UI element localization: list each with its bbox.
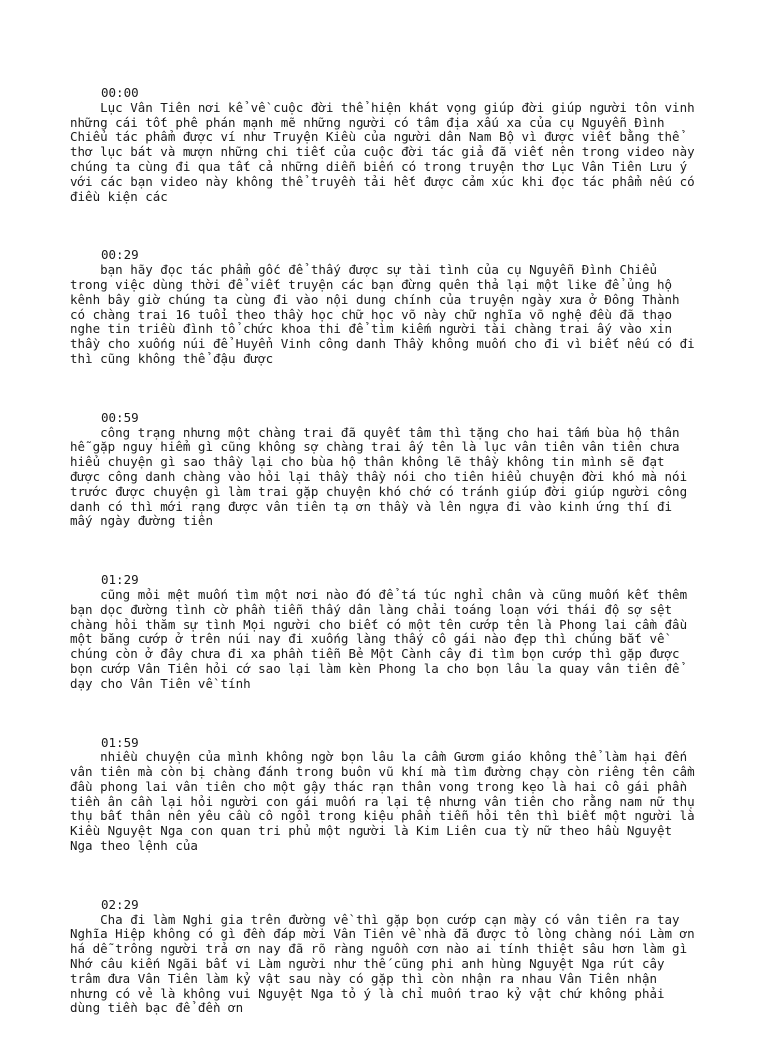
segment-line: hiểu chuyện gì sao thầy lại cho bùa hộ thân không lẽ thầy không tin mình sẽ đạt [70, 454, 665, 470]
segment-line: cũng mỏi mệt muốn tìm một nơi nào đó để tá túc nghỉ chân và cũng muốn kết thêm [70, 586, 688, 602]
transcript-segment [70, 573, 700, 691]
segment-line: thầy cho xuống núi để Huyển Vinh công danh Thầy không muốn cho đi vì biết nếu có đi [70, 336, 695, 352]
segment-line: bọn cướp Vân Tiên hỏi cớ sao lại làm kèn Phong la cho bọn lâu la quay vân tiên để [70, 660, 680, 676]
transcript-segment [70, 86, 700, 204]
segment-line: những cái tốt phê phán mạnh mẽ những người có tâm địa xấu xa của cụ Nguyễn Đình [70, 114, 665, 130]
segment-line: nhiều chuyện của mình không ngờ bọn lâu la cầm Gươm giáo không thể làm hại đến [70, 749, 688, 765]
segment-line: thơ lục bát và mượn những chi tiết của cuộc đời tác giả đã viết nên trong video này [70, 144, 695, 160]
segment-line: vân tiên mà còn bị chàng đánh trong buôn vũ khí mà tìm đường chạy còn riêng tên cầm [70, 764, 695, 780]
segment-line: Lục Vân Tiên nơi kể về cuộc đời thể hiện khát vọng giúp đời giúp người tôn vinh [70, 99, 695, 115]
segment-line: nhưng có vẻ là không vui Nguyệt Nga tỏ ý là chỉ muốn trao kỷ vật chứ không phải [70, 985, 665, 1001]
segment-line: Nga theo lệnh của [70, 838, 198, 854]
segment-line: với các bạn video này không thể truyền tải hết được cảm xúc khi đọc tác phẩm nếu có [70, 173, 695, 189]
transcript-segment [70, 898, 700, 1016]
transcript-page [70, 86, 700, 1060]
segment-line: bạn dọc đường tình cờ phần tiễn thấy dân làng chải toáng loạn với thái độ sợ sệt [70, 601, 673, 617]
segment-timestamp: 00:00 [101, 85, 139, 100]
segment-line: thụ bất thân nên yêu cầu cô ngồi trong kiệu phần tiễn hỏi tên thì biết một người là [70, 808, 695, 824]
segment-line: bạn hãy đọc tác phẩm gốc để thấy được sự tài tình của cụ Nguyễn Đình Chiểu [70, 262, 657, 278]
segment-line: tiền ân cần lại hỏi người con gái muốn ra lại tệ nhưng vân tiên cho rằng nam nữ thụ [70, 793, 695, 809]
segment-timestamp: 00:59 [101, 409, 139, 425]
segment-line: dạy cho Vân Tiên về tính [70, 675, 251, 691]
segment-line: trước được chuyện gì làm trai gặp chuyện khó chớ có tránh giúp đời giúp người công [70, 483, 688, 499]
segment-line: chàng hỏi thăm sự tình Mọi người cho biết có một tên cướp tên là Phong lai cầm đầu [70, 616, 688, 632]
segment-line: dùng tiền bạc để đền ơn [70, 1000, 244, 1016]
segment-line: thì cũng không thể đậu được [70, 350, 274, 366]
segment-line: Nghĩa Hiệp không có gì đền đáp mời Vân Tiên về nhà đã được tỏ lòng chàng nói Làm ơn [70, 926, 695, 942]
segment-line: chúng ta cùng đi qua tất cả những diễn biến có trong truyện thơ Lục Vân Tiên Lưu ý [70, 158, 688, 174]
segment-timestamp: 00:29 [101, 247, 139, 263]
segment-line: một băng cướp ở trên núi nay đi xuống làng thấy cô gái nào đẹp thì chúng bắt về [70, 631, 665, 647]
segment-line: kênh bây giờ chúng ta cùng đi vào nội dung chính của truyện ngày xưa ở Đông Thành [70, 291, 680, 307]
segment-line: điều kiện các [70, 188, 168, 204]
transcript-segment [70, 736, 700, 854]
segment-line: mấy ngày đường tiên [70, 513, 213, 529]
segment-line: trong việc dùng thời để viết truyện các bạn đừng quên thả lại một like để ủng hộ [70, 276, 673, 292]
segment-line: Nhớ câu kiến Ngãi bất vi Làm người như thế cũng phi anh hùng Nguyệt Nga rút cây [70, 956, 665, 972]
segment-line: hễ gặp nguy hiểm gì cũng không sợ chàng trai ấy tên là lục vân tiên vân tiên chưa [70, 439, 680, 455]
segment-line: Cha đi làm Nghi gia trên đường về thì gặp bọn cướp cạn mày có vân tiên ra tay [70, 911, 680, 927]
segment-line: danh có thì mới rạng được vân tiên tạ ơn thầy và lên ngựa đi vào kinh ứng thí đi [70, 498, 673, 514]
segment-line: Chiểu tác phẩm được ví như Truyện Kiều của người dân Nam Bộ vì được viết bằng thể [70, 129, 680, 145]
segment-timestamp: 02:29 [101, 896, 139, 912]
segment-line: nghe tin triều đình tổ chức khoa thi để tìm kiếm người tài chàng trai ấy vào xin [70, 321, 673, 337]
transcript-segment [70, 411, 700, 529]
transcript-segment [70, 248, 700, 366]
segment-line: đầu phong lai vân tiên cho một gậy thác rạn thân vong trong kẹo là hai cô gái phần [70, 778, 688, 794]
segment-line: công trạng nhưng một chàng trai đã quyết tâm thì tặng cho hai tấm bùa hộ thân [70, 424, 680, 440]
segment-line: há dễ trông người trả ơn nay đã rõ ràng nguồn cơn nào ai tính thiệt sâu hơn làm gì [70, 941, 688, 957]
segment-line: được công danh chàng vào hỏi lại thầy thầy nói cho tiên hiểu chuyện đời khó mà nói [70, 468, 688, 484]
segment-line: có chàng trai 16 tuổi theo thầy học chữ học võ này chữ nghĩa võ nghệ đều đã thạo [70, 306, 673, 322]
segment-timestamp: 01:59 [101, 734, 139, 750]
segment-line: Kiều Nguyệt Nga con quan tri phủ một người là Kim Liên cua tỳ nữ theo hầu Nguyệt [70, 823, 673, 839]
segment-line: chúng còn ở đây chưa đi xa phần tiễn Bẻ Một Cành cây đi tìm bọn cướp thì gặp được [70, 646, 680, 662]
segment-timestamp: 01:29 [101, 572, 139, 588]
segment-line: trâm đưa Vân Tiên làm kỷ vật sau này có gặp thì còn nhận ra nhau Vân Tiên nhận [70, 970, 657, 986]
